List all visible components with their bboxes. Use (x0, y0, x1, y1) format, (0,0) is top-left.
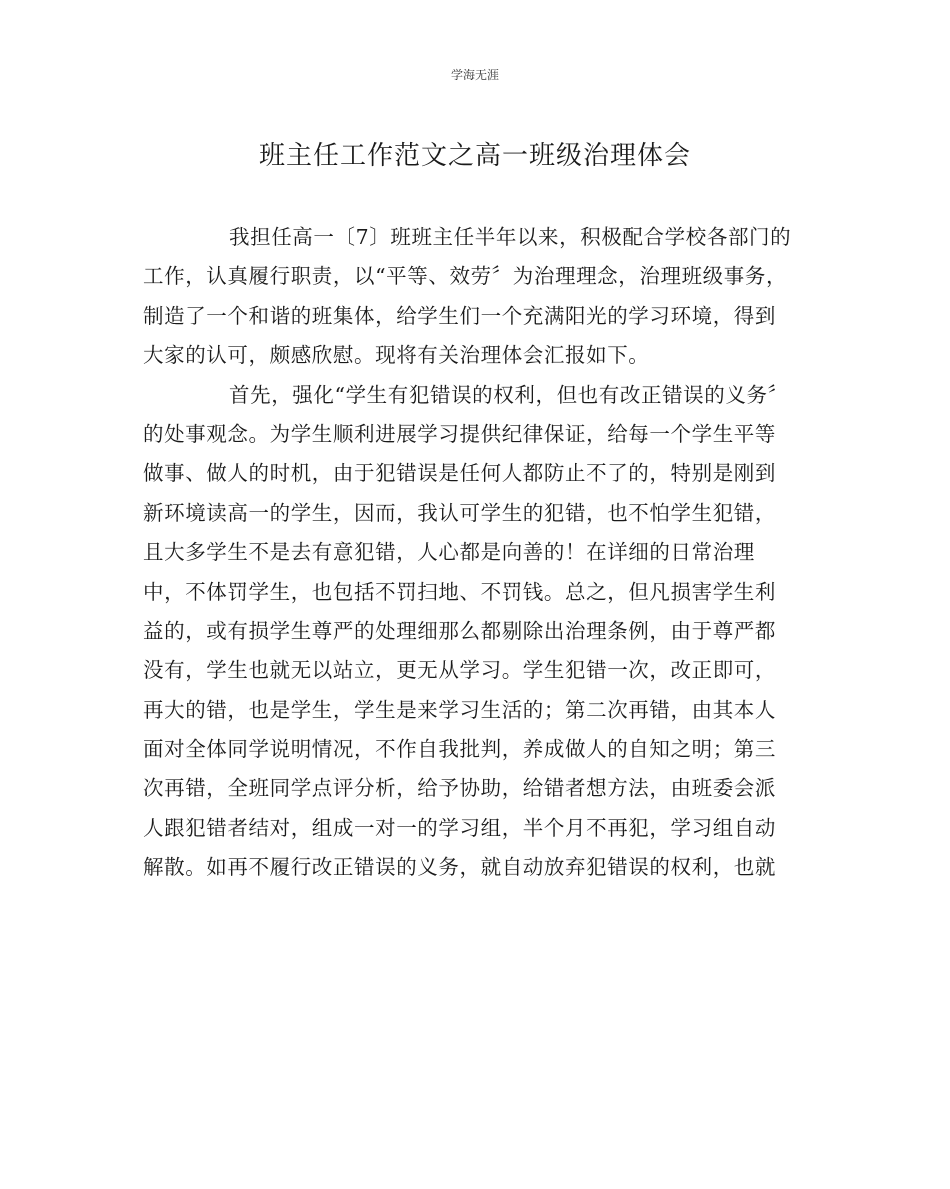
paragraph-1 (143, 218, 807, 376)
paragraph-line: 且大多学生不是去有意犯错，人心都是向善的！在详细的日常治理 (143, 540, 755, 565)
paragraph-line: 的处事观念。为学生顺利进展学习提供纪律保证，给每一个学生平等 (143, 421, 776, 446)
paragraph-line: 次再错，全班同学点评分析，给予协助，给错者想方法，由班委会派 (143, 776, 776, 801)
paragraph-line: 没有，学生也就无以站立，更无从学习。学生犯错一次，改正即可， (143, 658, 776, 683)
paragraph-2 (143, 376, 807, 888)
paragraph-line: 做事、做人的时机，由于犯错误是任何人都防止不了的，特别是刚到 (143, 461, 776, 486)
paragraph-line: 解散。如再不履行改正错误的义务，就自动放弃犯错误的权利，也就 (143, 855, 776, 880)
paragraph-line: 面对全体同学说明情况，不作自我批判，养成做人的自知之明；第三 (143, 737, 776, 762)
document-body (143, 218, 807, 888)
paragraph-line: 大家的认可，颇感欣慰。现将有关治理体会汇报如下。 (143, 343, 650, 368)
paragraph-line: 人跟犯错者结对，组成一对一的学习组，半个月不再犯，学习组自动 (143, 815, 776, 840)
document-title: 班主任工作范文之高一班级治理体会 (258, 141, 691, 171)
paragraph-line: 制造了一个和谐的班集体，给学生们一个充满阳光的学习环境，得到 (143, 303, 776, 328)
paragraph-line: 再大的错，也是学生，学生是来学习生活的；第二次再错，由其本人 (143, 697, 776, 722)
paragraph-line: 首先，强化“学生有犯错误的权利，但也有改正错误的义务〞 (229, 382, 789, 407)
paragraph-line: 新环境读高一的学生，因而，我认可学生的犯错，也不怕学生犯错， (143, 500, 776, 525)
paragraph-line: 我担任高一〔7〕班班主任半年以来，积极配合学校各部门的 (229, 225, 792, 249)
page-header: 学海无涯 (450, 68, 499, 82)
paragraph-line: 益的，或有损学生尊严的处理细那么都剔除出治理条例，由于尊严都 (143, 618, 776, 643)
paragraph-line: 中，不体罚学生，也包括不罚扫地、不罚钱。总之，但凡损害学生利 (143, 579, 776, 604)
paragraph-line: 工作，认真履行职责，以“平等、效劳〞为治理理念，治理班级事务， (143, 264, 788, 289)
